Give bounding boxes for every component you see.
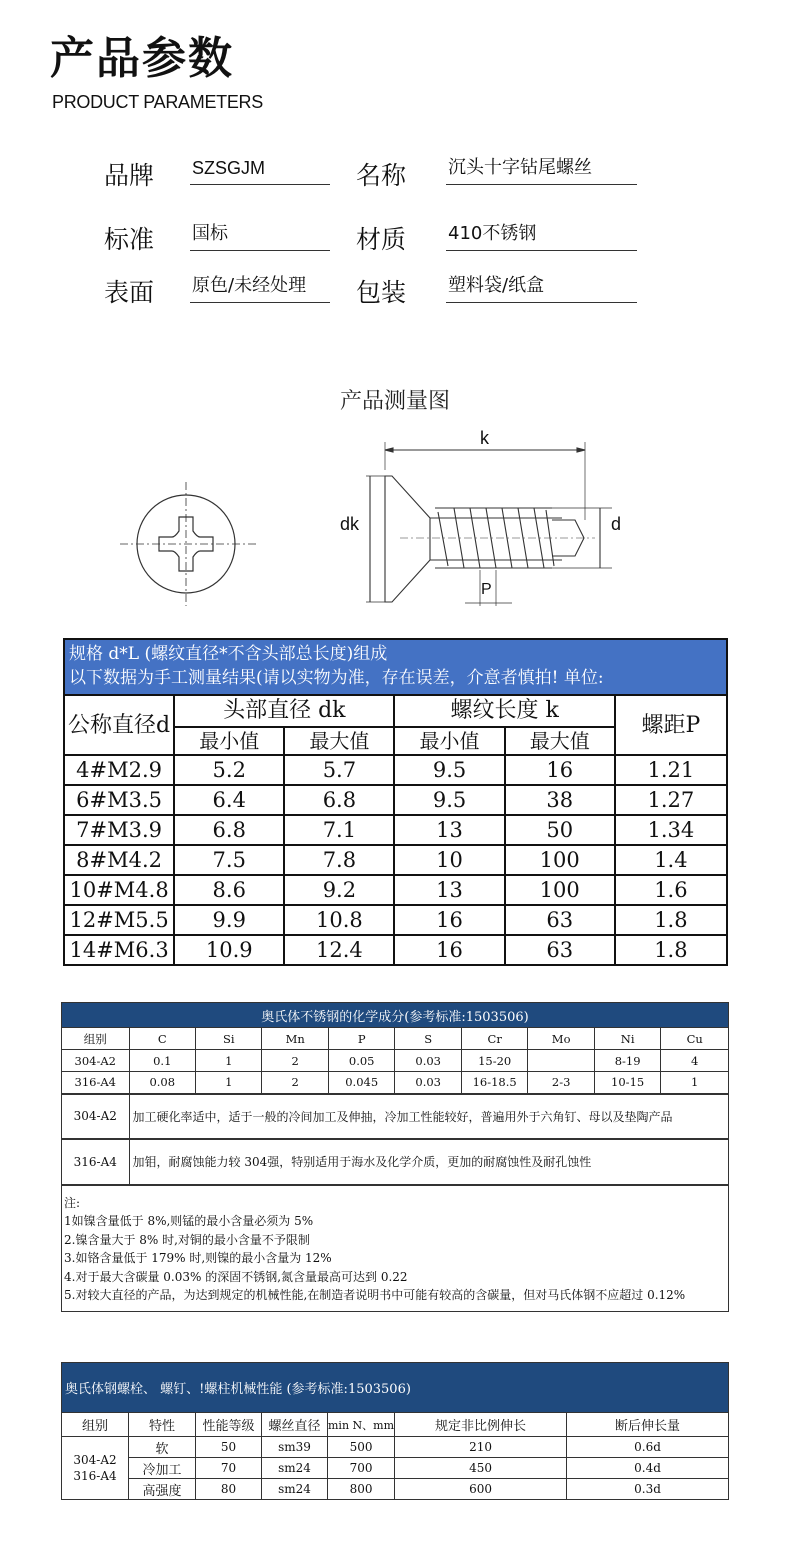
cell-k-min: 13: [394, 815, 504, 845]
cell-pitch: 1.4: [615, 845, 727, 875]
cell-k-min: 16: [394, 905, 504, 935]
col-dk-max: 最大值: [284, 727, 394, 755]
cell-k-min: 9.5: [394, 755, 504, 785]
cell-dk-max: 7.1: [284, 815, 394, 845]
table-row: [62, 1437, 729, 1458]
cell-k-min: 10: [394, 845, 504, 875]
table-row: [64, 905, 727, 935]
label-p: P: [481, 581, 492, 598]
cell-size: 6#M3.5: [64, 785, 174, 815]
cell-break: 0.3d: [567, 1479, 729, 1500]
cell-k-min: 16: [394, 935, 504, 965]
group-line: 316-A4: [73, 1469, 117, 1483]
col-k-min: 最小值: [394, 727, 504, 755]
col-si: Si: [195, 1028, 261, 1050]
param-value-brand: SZSGJM: [190, 155, 330, 185]
cell-dk-max: 12.4: [284, 935, 394, 965]
cell-min: 500: [328, 1437, 395, 1458]
cell-class: 50: [196, 1437, 262, 1458]
col-thread-length: 螺纹长度 k: [394, 695, 614, 727]
cell: 4: [661, 1050, 729, 1072]
cell-elongation: 210: [395, 1437, 567, 1458]
cell: 2: [262, 1072, 328, 1094]
cell-size: 8#M4.2: [64, 845, 174, 875]
cell-min: 800: [328, 1479, 395, 1500]
cell-pitch: 1.8: [615, 905, 727, 935]
cell-diameter: sm24: [262, 1458, 328, 1479]
table-row: [64, 815, 727, 845]
cell-dk-min: 6.4: [174, 785, 284, 815]
cell-dk-min: 7.5: [174, 845, 284, 875]
cell: 0.1: [129, 1050, 195, 1072]
col-diameter: 螺丝直径: [262, 1413, 328, 1437]
desc-text: 加钼，耐腐蚀能力较 304强，特别适用于海水及化学介质，更加的耐腐蚀性及耐孔蚀性: [129, 1139, 729, 1185]
table-row: [64, 845, 727, 875]
param-value-packaging: 塑料袋/纸盒: [446, 273, 637, 303]
notes-title: 注:: [64, 1195, 81, 1210]
cell: 1: [195, 1050, 261, 1072]
table-row: [62, 1050, 729, 1072]
cell-class: 80: [196, 1479, 262, 1500]
cell: 10-15: [594, 1072, 660, 1094]
note-item: 4.对于最大含碳量 0.03% 的深固不锈钢,氮含量最高可达到 0.22: [64, 1269, 408, 1284]
table-row: [64, 755, 727, 785]
table-row: [62, 1072, 729, 1094]
cell: 304-A2: [62, 1050, 130, 1072]
cell-k-min: 13: [394, 875, 504, 905]
cell: 16-18.5: [461, 1072, 527, 1094]
cell: 2-3: [528, 1072, 594, 1094]
cell-pitch: 1.21: [615, 755, 727, 785]
col-property: 特性: [129, 1413, 196, 1437]
param-value-material: 410不锈钢: [446, 221, 637, 251]
col-cu: Cu: [661, 1028, 729, 1050]
chem-header-row: [62, 1028, 729, 1050]
chem-table-title: 奥氏体不锈钢的化学成分(参考标准:1503506): [62, 1003, 729, 1028]
table-row: [62, 1479, 729, 1500]
spec-header-line1: 规格 d*L (螺纹直径*不含头部总长度)组成: [69, 644, 388, 664]
cell-k-max: 100: [505, 845, 615, 875]
param-label-name: 名称: [356, 161, 407, 190]
desc-row: [62, 1139, 729, 1185]
cell-size: 4#M2.9: [64, 755, 174, 785]
cell: 0.08: [129, 1072, 195, 1094]
table-row: [62, 1458, 729, 1479]
cell: 8-19: [594, 1050, 660, 1072]
cell-k-min: 9.5: [394, 785, 504, 815]
col-nominal-diameter: 公称直径d: [64, 695, 174, 755]
table-row: [64, 935, 727, 965]
col-ni: Ni: [594, 1028, 660, 1050]
cell: 15-20: [461, 1050, 527, 1072]
cell: 0.03: [395, 1072, 461, 1094]
param-label-material: 材质: [356, 225, 407, 254]
desc-row: [62, 1094, 729, 1139]
cell-break: 0.4d: [567, 1458, 729, 1479]
cell-pitch: 1.34: [615, 815, 727, 845]
col-mo: Mo: [528, 1028, 594, 1050]
col-pitch: 螺距P: [615, 695, 727, 755]
col-min: min N、mm: [328, 1413, 395, 1437]
col-elongation: 规定非比例伸长: [395, 1413, 567, 1437]
desc-grade: 316-A4: [62, 1139, 130, 1185]
mech-header-row: [62, 1413, 729, 1437]
col-dk-min: 最小值: [174, 727, 284, 755]
col-mn: Mn: [262, 1028, 328, 1050]
param-label-brand: 品牌: [104, 161, 155, 190]
cell-elongation: 600: [395, 1479, 567, 1500]
cell-pitch: 1.6: [615, 875, 727, 905]
page-title: 产品参数: [50, 33, 234, 84]
cell-property: 高强度: [129, 1479, 196, 1500]
cell-pitch: 1.27: [615, 785, 727, 815]
param-label-packaging: 包装: [356, 278, 407, 307]
cell-size: 7#M3.9: [64, 815, 174, 845]
spec-table: [63, 638, 728, 966]
desc-grade: 304-A2: [62, 1094, 130, 1139]
cell: 316-A4: [62, 1072, 130, 1094]
table-row: [64, 785, 727, 815]
col-head-diameter: 头部直径 dk: [174, 695, 394, 727]
diagram-title: 产品测量图: [339, 389, 450, 414]
param-value-standard: 国标: [190, 221, 330, 251]
spec-table-header: [64, 639, 727, 695]
mech-table-title: 奥氏体钢螺栓、 螺钉、!螺柱机械性能 (参考标准:1503506): [62, 1363, 729, 1413]
cell-dk-max: 6.8: [284, 785, 394, 815]
cell: 0.05: [328, 1050, 394, 1072]
col-break-elongation: 断后伸长量: [567, 1413, 729, 1437]
notes: [62, 1185, 729, 1312]
cell: 1: [661, 1072, 729, 1094]
note-item: 3.如铬含量低于 179% 时,则镍的最小含量为 12%: [64, 1251, 332, 1265]
cell-elongation: 450: [395, 1458, 567, 1479]
cell: 1: [195, 1072, 261, 1094]
cell-dk-min: 10.9: [174, 935, 284, 965]
cell-size: 14#M6.3: [64, 935, 174, 965]
cell-property: 软: [129, 1437, 196, 1458]
cell-dk-min: 8.6: [174, 875, 284, 905]
cell: [528, 1050, 594, 1072]
cell-property: 冷加工: [129, 1458, 196, 1479]
cell-k-max: 16: [505, 755, 615, 785]
cell-size: 10#M4.8: [64, 875, 174, 905]
col-cr: Cr: [461, 1028, 527, 1050]
label-dk: dk: [340, 514, 360, 534]
col-grade: 组别: [62, 1413, 129, 1437]
cell-dk-min: 9.9: [174, 905, 284, 935]
param-value-surface: 原色/未经处理: [190, 273, 330, 303]
cell-class: 70: [196, 1458, 262, 1479]
desc-text: 加工硬化率适中，适于一般的冷间加工及伸抽，冷加工性能较好，普遍用外于六角钉、母以及垫陶产品: [129, 1094, 729, 1139]
cell-k-max: 63: [505, 935, 615, 965]
mechanical-properties-table: [61, 1362, 729, 1500]
cell-break: 0.6d: [567, 1437, 729, 1458]
cell-k-max: 50: [505, 815, 615, 845]
cell-k-max: 38: [505, 785, 615, 815]
table-row: [64, 875, 727, 905]
cell-size: 12#M5.5: [64, 905, 174, 935]
col-class: 性能等级: [196, 1413, 262, 1437]
group-line: 304-A2: [73, 1453, 117, 1467]
cell-k-max: 63: [505, 905, 615, 935]
cell-dk-max: 10.8: [284, 905, 394, 935]
cell: 0.045: [328, 1072, 394, 1094]
note-item: 1如镍含量低于 8%,则锰的最小含量必须为 5%: [64, 1214, 314, 1228]
cell-k-max: 100: [505, 875, 615, 905]
cell-min: 700: [328, 1458, 395, 1479]
cell-dk-max: 5.7: [284, 755, 394, 785]
col-k-max: 最大值: [505, 727, 615, 755]
col-p: P: [328, 1028, 394, 1050]
col-c: C: [129, 1028, 195, 1050]
cell: 0.03: [395, 1050, 461, 1072]
label-k: k: [480, 428, 489, 448]
cell-diameter: sm39: [262, 1437, 328, 1458]
cell-diameter: sm24: [262, 1479, 328, 1500]
cell-dk-max: 9.2: [284, 875, 394, 905]
col-grade: 组别: [62, 1028, 130, 1050]
col-s: S: [395, 1028, 461, 1050]
param-label-standard: 标准: [104, 225, 155, 254]
note-item: 2.镍含量大于 8% 时,对铜的最小含量不予限制: [64, 1232, 310, 1247]
group-cell: [62, 1437, 129, 1500]
cell-pitch: 1.8: [615, 935, 727, 965]
cell-dk-max: 7.8: [284, 845, 394, 875]
param-value-name: 沉头十字钻尾螺丝: [446, 155, 637, 185]
note-item: 5.对较大直径的产品，为达到规定的机械性能,在制造者说明书中可能有较高的含碳量，但对马氏体钢不应超过 0.12%: [64, 1288, 686, 1302]
label-d: d: [611, 514, 622, 534]
cell-dk-min: 5.2: [174, 755, 284, 785]
cell: 2: [262, 1050, 328, 1072]
page-subtitle: PRODUCT PARAMETERS: [52, 92, 263, 112]
cell-dk-min: 6.8: [174, 815, 284, 845]
spec-header-line2: 以下数据为手工测量结果(请以实物为准，存在误差，介意者慎拍! 单位:: [69, 668, 604, 688]
param-label-surface: 表面: [104, 278, 155, 307]
chemical-composition-table: [61, 1002, 729, 1312]
